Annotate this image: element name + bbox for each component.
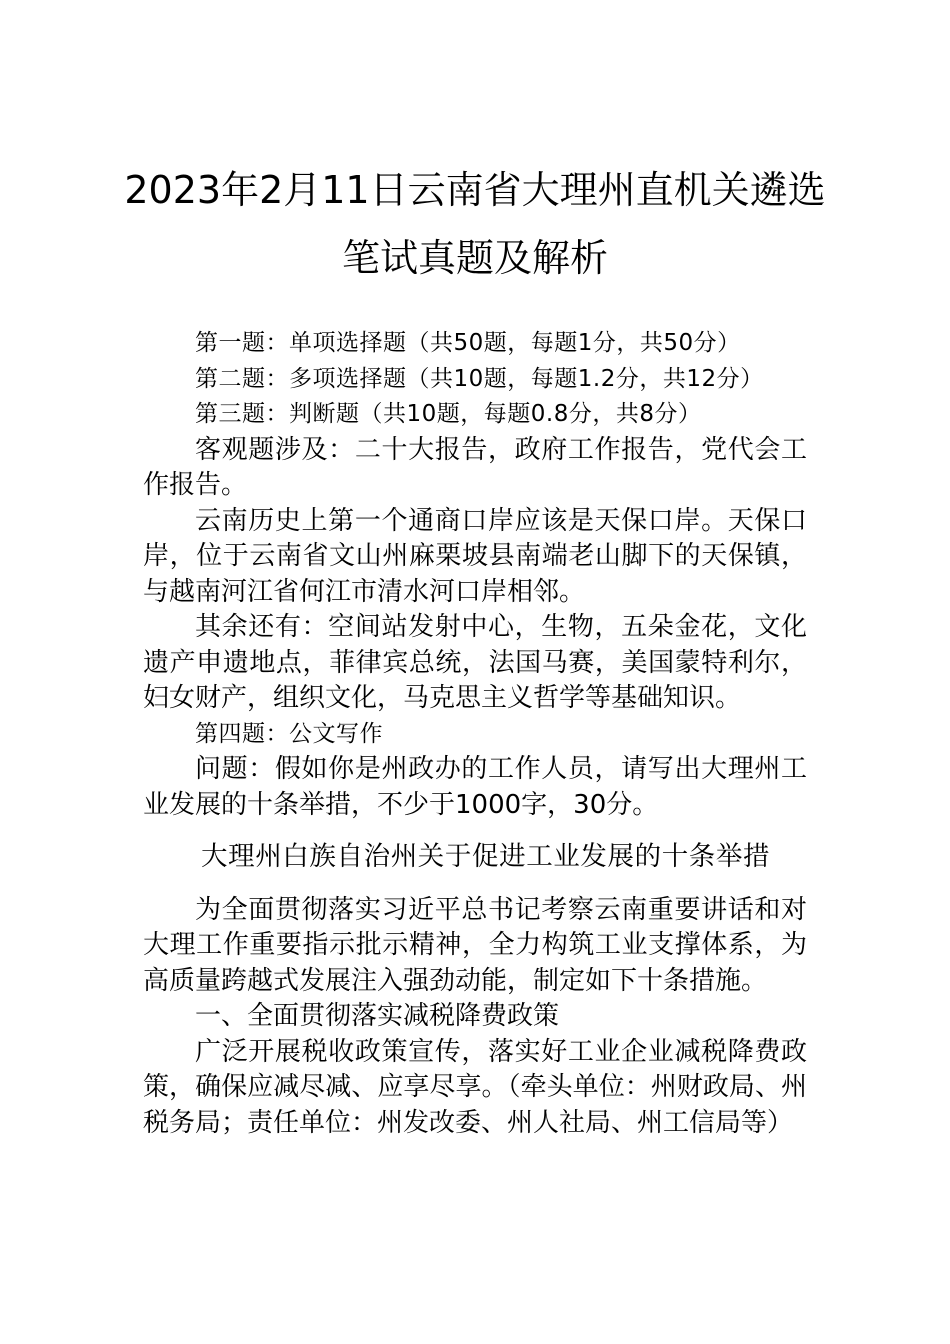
paragraph-essay-section-1: 广泛开展税收政策宣传，落实好工业企业减税降费政策，确保应减尽减、应享尽享。（牵头单位：州财政局、州税务局；责任单位：州发改委、州人社局、州工信局等） [143, 1036, 807, 1138]
paragraph-essay-prompt: 问题：假如你是州政办的工作人员，请写出大理州工业发展的十条举措，不少于1000字，30分。 [143, 754, 807, 820]
document-title-line-2: 笔试真题及解析 [341, 236, 608, 280]
paragraph-question-1: 第一题：单项选择题（共50题，每题1分，共50分） [195, 330, 741, 356]
paragraph-question-2: 第二题：多项选择题（共10题，每题1.2分，共12分） [195, 365, 764, 392]
document-body [143, 326, 807, 1141]
essay-section-1-heading: 一、全面贯彻落实减税降费政策 [195, 1001, 560, 1031]
essay-heading: 大理州白族自治州关于促进工业发展的十条举措 [201, 841, 771, 872]
document-title-line-1: 2023年2月11日云南省大理州直机关遴选 [124, 168, 826, 212]
paragraph-question-4: 第四题：公文写作 [195, 720, 383, 747]
paragraph-tianbao-port: 云南历史上第一个通商口岸应该是天保口岸。天保口岸，位于云南省文山州麻栗坡县南端老山脚下的天保镇，与越南河江省何江市清水河口岸相邻。 [143, 505, 807, 607]
paragraph-essay-intro: 为全面贯彻落实习近平总书记考察云南重要讲话和对大理工作重要指示批示精神，全力构筑工业支撑体系，为高质量跨越式发展注入强劲动能，制定如下十条措施。 [143, 894, 807, 996]
paragraph-objective-scope: 客观题涉及：二十大报告，政府工作报告，党代会工作报告。 [143, 434, 807, 500]
paragraph-other-topics: 其余还有：空间站发射中心，生物，五朵金花，文化遗产申遗地点，菲律宾总统，法国马赛，美国蒙特利尔，妇女财产，组织文化，马克思主义哲学等基础知识。 [143, 612, 807, 713]
paragraph-question-3: 第三题：判断题（共10题，每题0.8分，共8分） [195, 401, 702, 427]
